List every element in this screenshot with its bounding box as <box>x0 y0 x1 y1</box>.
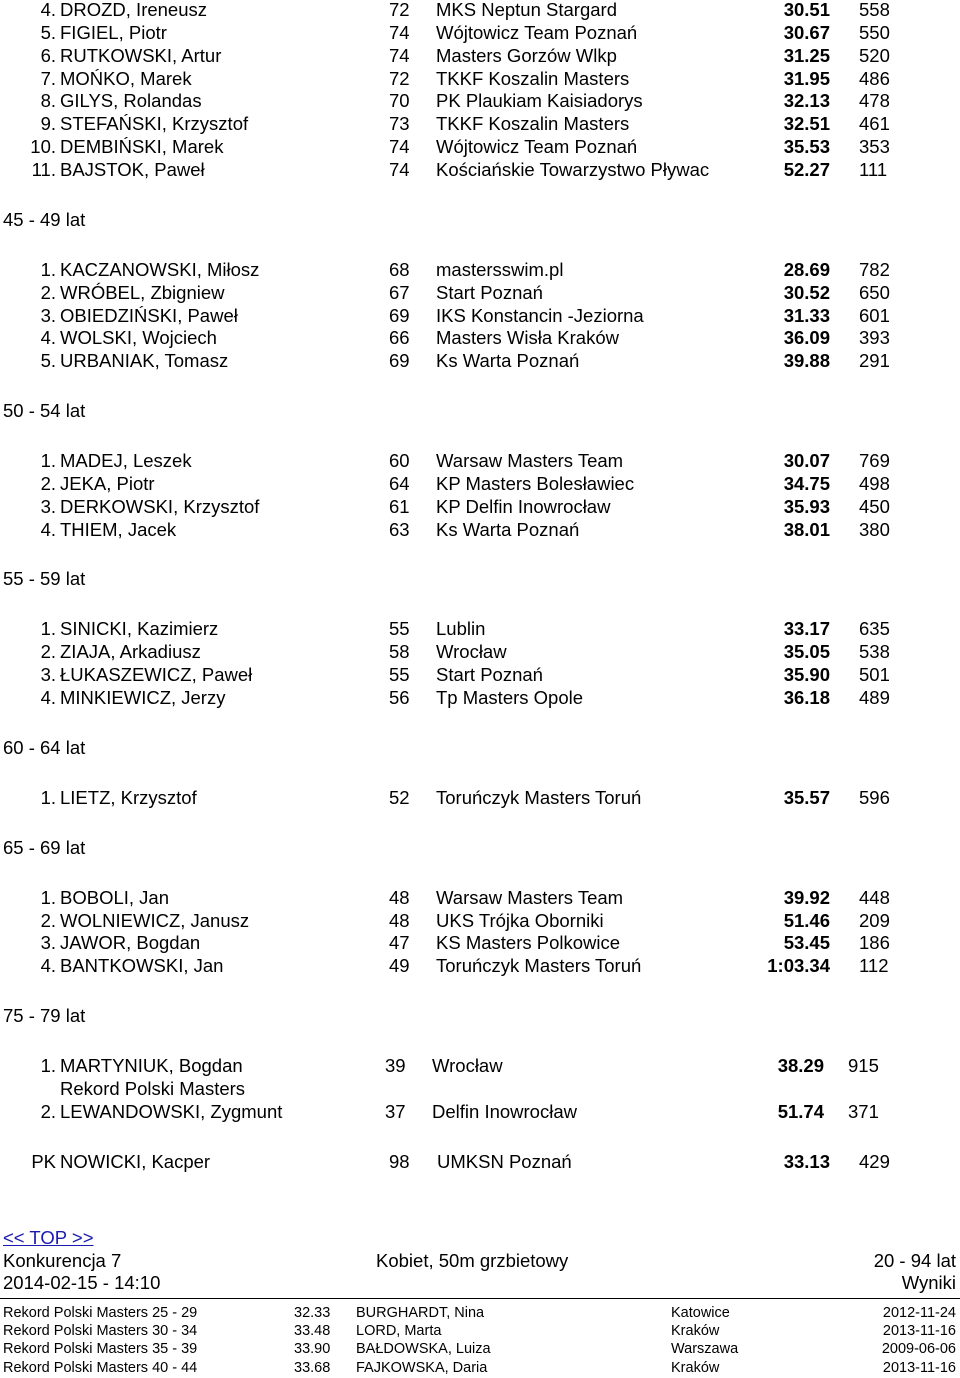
record-date: 2012-11-24 <box>882 1305 956 1321</box>
swimmer-name: LIETZ, Krzysztof <box>60 786 197 808</box>
place-label: 10. <box>30 136 56 158</box>
time-main: 31. <box>783 44 810 66</box>
place-label: 4. <box>40 0 56 20</box>
place-label: 11. <box>31 158 56 180</box>
result-row <box>0 663 960 686</box>
age-group-heading: 75 - 79 lat <box>3 1005 86 1027</box>
points-value: 291 <box>859 350 890 372</box>
club-name: Masters Wisła Kraków <box>436 327 619 349</box>
result-row <box>0 886 960 909</box>
record-holder: BURGHARDT, Nina <box>356 1305 485 1321</box>
birth-year: 60 <box>389 450 410 472</box>
place-label: 1. <box>40 618 56 640</box>
points-value: 353 <box>859 136 890 158</box>
club-name: Toruńczyk Masters Toruń <box>436 955 642 977</box>
birth-year: 52 <box>389 786 410 808</box>
time-main: 38. <box>777 1055 804 1077</box>
time-fraction: 13 <box>809 1150 830 1172</box>
swimmer-name: RUTKOWSKI, Artur <box>60 44 222 66</box>
birth-year: 66 <box>389 327 410 349</box>
time-fraction: 18 <box>809 687 830 708</box>
result-row <box>0 495 960 518</box>
points-value: 461 <box>859 113 890 135</box>
time-fraction: 92 <box>809 886 830 908</box>
time-main: 53. <box>783 932 810 954</box>
time-value <box>784 909 830 932</box>
points-value: 450 <box>859 495 890 517</box>
club-name: TKKF Koszalin Masters <box>436 67 630 89</box>
swimmer-name: STEFAŃSKI, Krzysztof <box>60 113 249 135</box>
time-value <box>784 786 830 809</box>
birth-year: 48 <box>389 886 410 908</box>
result-row <box>0 931 960 954</box>
club-name: Kościańskie Towarzystwo Pływac <box>436 158 710 180</box>
place-label: 6. <box>40 44 56 66</box>
time-value <box>778 1054 824 1077</box>
time-value <box>784 518 830 541</box>
birth-year: 98 <box>389 1150 410 1172</box>
time-main: 38. <box>783 518 810 540</box>
swimmer-name: DROZD, Ireneusz <box>60 0 208 20</box>
time-main: 35. <box>783 641 810 663</box>
club-name: Masters Gorzów Wlkp <box>436 44 617 66</box>
place-label: 1. <box>40 1055 56 1077</box>
club-name: MKS Neptun Stargard <box>436 0 617 20</box>
time-main: 32. <box>783 90 810 112</box>
place-label: 1. <box>40 258 56 280</box>
birth-year: 55 <box>389 618 410 640</box>
time-fraction: 46 <box>809 909 830 931</box>
club-name: Tp Masters Opole <box>436 687 584 708</box>
points-value: 478 <box>859 90 890 112</box>
time-fraction: 74 <box>803 1100 824 1122</box>
points-value: 769 <box>859 450 890 472</box>
divider <box>0 1298 960 1299</box>
time-fraction: 01 <box>809 518 830 540</box>
result-row <box>0 304 960 327</box>
swimmer-name: ŁUKASZEWICZ, Paweł <box>60 664 253 686</box>
record-label: Rekord Polski Masters 25 - 29 <box>3 1305 198 1321</box>
swimmer-name: JAWOR, Bogdan <box>60 932 201 954</box>
club-name: Lublin <box>436 618 486 640</box>
time-main: 28. <box>783 258 810 280</box>
time-value <box>778 1100 824 1123</box>
time-main: 35. <box>783 495 810 517</box>
record-city: Katowice <box>671 1305 730 1321</box>
time-fraction: 33 <box>809 304 830 326</box>
points-value: 393 <box>859 327 890 349</box>
time-value <box>784 44 830 67</box>
record-holder: LORD, Marta <box>356 1323 442 1340</box>
event-number: Konkurencja 7 <box>3 1250 122 1271</box>
birth-year: 47 <box>389 932 410 954</box>
time-fraction: 93 <box>809 495 830 517</box>
time-value <box>784 258 830 281</box>
club-name: Wrocław <box>432 1055 503 1077</box>
result-row <box>0 472 960 495</box>
place-label: 5. <box>40 350 56 372</box>
time-fraction: 90 <box>809 664 830 686</box>
swimmer-name: URBANIAK, Tomasz <box>60 350 229 372</box>
time-fraction: 34 <box>809 955 830 977</box>
result-row <box>0 954 960 977</box>
place-label: 4. <box>40 518 56 540</box>
points-value: 111 <box>859 158 888 180</box>
record-date: 2009-06-06 <box>881 1341 956 1358</box>
time-value <box>784 640 830 663</box>
place-label: 3. <box>40 664 56 686</box>
time-main: 51. <box>783 909 810 931</box>
club-name: Warsaw Masters Team <box>436 886 624 908</box>
result-row <box>0 326 960 349</box>
time-main: 1:03. <box>767 955 810 977</box>
club-name: KS Masters Polkowice <box>436 932 621 954</box>
place-label: 2. <box>40 472 56 494</box>
time-main: 39. <box>783 350 810 372</box>
time-value <box>784 326 830 349</box>
birth-year: 49 <box>389 955 410 977</box>
time-value <box>784 158 830 181</box>
swimmer-name: BOBOLI, Jan <box>60 886 169 908</box>
time-fraction: 51 <box>809 0 830 20</box>
points-value: 371 <box>848 1100 879 1122</box>
birth-year: 56 <box>389 687 410 708</box>
time-value <box>784 495 830 518</box>
time-fraction: 51 <box>809 113 830 135</box>
points-value: 635 <box>859 618 890 640</box>
points-value: 501 <box>859 664 890 686</box>
birth-year: 73 <box>389 113 410 135</box>
points-value: 558 <box>859 0 890 20</box>
club-name: IKS Konstancin -Jeziorna <box>436 304 644 326</box>
swimmer-name: MOŃKO, Marek <box>60 67 192 89</box>
time-fraction: 13 <box>809 90 830 112</box>
swimmer-name: GILYS, Rolandas <box>60 90 202 112</box>
swimmer-name: MADEJ, Leszek <box>60 450 192 472</box>
time-main: 33. <box>783 1150 810 1172</box>
time-value <box>784 0 830 21</box>
points-value: 380 <box>859 518 890 540</box>
time-value <box>784 349 830 372</box>
swimmer-name: MARTYNIUK, Bogdan <box>60 1055 243 1077</box>
time-value <box>784 281 830 304</box>
place-label: 9. <box>40 113 56 135</box>
time-main: 39. <box>783 886 810 908</box>
points-value: 538 <box>859 641 890 663</box>
place-label: 5. <box>40 21 56 43</box>
time-value <box>784 449 830 472</box>
time-fraction: 25 <box>809 44 830 66</box>
result-row <box>0 786 960 809</box>
time-main: 30. <box>783 21 810 43</box>
points-value: 915 <box>848 1055 879 1077</box>
swimmer-name: KACZANOWSKI, Miłosz <box>60 258 260 280</box>
time-main: 36. <box>783 327 810 349</box>
points-value: 448 <box>859 886 890 908</box>
club-name: Start Poznań <box>436 664 543 686</box>
time-fraction: 95 <box>809 67 830 89</box>
time-main: 33. <box>783 618 810 640</box>
place-label: 3. <box>40 932 56 954</box>
time-fraction: 27 <box>809 158 830 180</box>
result-row <box>0 909 960 932</box>
time-fraction: 52 <box>809 281 830 303</box>
record-note: Rekord Polski Masters <box>60 1077 246 1099</box>
place-label: 1. <box>40 450 56 472</box>
result-row <box>0 135 960 158</box>
points-value: 498 <box>859 472 890 494</box>
time-fraction: 57 <box>809 786 830 808</box>
birth-year: 74 <box>389 44 410 66</box>
club-name: Wójtowicz Team Poznań <box>436 136 638 158</box>
time-fraction: 17 <box>809 618 830 640</box>
birth-year: 74 <box>389 136 410 158</box>
club-name: Wrocław <box>436 641 507 663</box>
birth-year: 58 <box>389 641 410 663</box>
birth-year: 39 <box>385 1055 406 1077</box>
points-value: 209 <box>859 909 890 931</box>
club-name: PK Plaukiam Kaisiadorys <box>436 90 643 112</box>
result-row <box>0 640 960 663</box>
record-date: 2013-11-16 <box>882 1359 956 1376</box>
result-row <box>0 1054 960 1077</box>
time-main: 30. <box>783 0 810 20</box>
time-value <box>784 89 830 112</box>
time-fraction: 75 <box>809 472 830 494</box>
swimmer-name: THIEM, Jacek <box>60 518 177 540</box>
place-label: PK <box>31 1150 56 1172</box>
birth-year: 67 <box>389 281 410 303</box>
points-value: 489 <box>859 687 890 708</box>
birth-year: 69 <box>389 350 410 372</box>
swimmer-name: BAJSTOK, Paweł <box>60 158 205 180</box>
club-name: Ks Warta Poznań <box>436 518 580 540</box>
time-fraction: 69 <box>809 258 830 280</box>
swimmer-name: ZIAJA, Arkadiusz <box>60 641 201 663</box>
time-main: 35. <box>783 786 810 808</box>
place-label: 2. <box>40 281 56 303</box>
record-row <box>0 1304 960 1322</box>
swimmer-name: WRÓBEL, Zbigniew <box>60 281 225 303</box>
result-row <box>0 44 960 67</box>
swimmer-name: BANTKOWSKI, Jan <box>60 955 224 977</box>
result-row <box>0 686 960 709</box>
place-label: 3. <box>40 304 56 326</box>
record-date: 2013-11-16 <box>882 1323 956 1340</box>
points-value: 782 <box>859 258 890 280</box>
club-name: UMKSN Poznań <box>437 1150 572 1172</box>
club-name: Wójtowicz Team Poznań <box>436 21 638 43</box>
record-holder: FAJKOWSKA, Daria <box>356 1359 488 1376</box>
time-value <box>784 686 830 709</box>
record-city: Kraków <box>671 1323 720 1340</box>
record-label: Rekord Polski Masters 30 - 34 <box>3 1323 198 1340</box>
time-fraction: 53 <box>809 136 830 158</box>
record-time: 33.68 <box>294 1359 331 1376</box>
place-label: 2. <box>40 1100 56 1122</box>
record-label: Rekord Polski Masters 35 - 39 <box>3 1341 198 1358</box>
time-main: 52. <box>783 158 810 180</box>
swimmer-name: LEWANDOWSKI, Zygmunt <box>60 1100 283 1122</box>
time-fraction: 09 <box>809 327 830 349</box>
club-name: Delfin Inowrocław <box>432 1100 577 1122</box>
result-row <box>0 281 960 304</box>
time-value <box>784 886 830 909</box>
time-main: 31. <box>783 67 810 89</box>
result-row <box>0 1100 960 1123</box>
record-label: Rekord Polski Masters 40 - 44 <box>3 1359 198 1376</box>
event-datetime: 2014-02-15 - 14:10 <box>3 1272 161 1293</box>
place-label: 3. <box>40 495 56 517</box>
record-time: 33.90 <box>294 1341 331 1358</box>
birth-year: 72 <box>389 67 410 89</box>
record-time: 33.48 <box>294 1323 331 1340</box>
time-fraction: 88 <box>809 350 830 372</box>
time-main: 34. <box>783 472 810 494</box>
time-value <box>784 135 830 158</box>
time-value <box>784 617 830 640</box>
time-main: 32. <box>783 113 810 135</box>
swimmer-name: MINKIEWICZ, Jerzy <box>60 687 226 708</box>
club-name: Warsaw Masters Team <box>436 450 624 472</box>
club-name: Ks Warta Poznań <box>436 350 580 372</box>
time-value <box>784 67 830 90</box>
record-time: 32.33 <box>294 1305 331 1321</box>
birth-year: 72 <box>389 0 410 20</box>
time-fraction: 05 <box>809 641 830 663</box>
time-value <box>784 304 830 327</box>
swimmer-name: JEKA, Piotr <box>60 472 155 494</box>
time-value <box>784 472 830 495</box>
age-group-heading: 65 - 69 lat <box>3 836 86 858</box>
points-value: 520 <box>859 44 890 66</box>
result-row <box>0 158 960 181</box>
time-fraction: 29 <box>803 1055 824 1077</box>
points-value: 601 <box>859 304 890 326</box>
swimmer-name: FIGIEL, Piotr <box>60 21 167 43</box>
points-value: 112 <box>859 955 889 977</box>
place-label: 8. <box>40 90 56 112</box>
age-group-heading: 45 - 49 lat <box>3 208 86 230</box>
place-label: 7. <box>40 67 56 89</box>
swimmer-name: OBIEDZIŃSKI, Paweł <box>60 304 238 326</box>
time-main: 51. <box>777 1100 804 1122</box>
place-label: 2. <box>40 909 56 931</box>
swimmer-name: WOLNIEWICZ, Janusz <box>60 909 250 931</box>
points-value: 429 <box>859 1150 890 1172</box>
record-row <box>0 1359 960 1377</box>
top-link[interactable]: << TOP >> <box>3 1227 94 1248</box>
place-label: 4. <box>40 327 56 349</box>
club-name: Start Poznań <box>436 281 543 303</box>
swimmer-name: DERKOWSKI, Krzysztof <box>60 495 260 517</box>
result-row <box>0 1150 960 1173</box>
result-row <box>0 67 960 90</box>
age-group-heading: 60 - 64 lat <box>3 736 86 758</box>
time-fraction: 07 <box>809 450 830 472</box>
result-row <box>0 112 960 135</box>
result-row <box>0 258 960 281</box>
birth-year: 61 <box>389 495 410 517</box>
points-value: 650 <box>859 281 890 303</box>
time-fraction: 67 <box>809 21 830 43</box>
place-label: 2. <box>40 641 56 663</box>
swimmer-name: SINICKI, Kazimierz <box>60 618 219 640</box>
result-row <box>0 21 960 44</box>
event-age-range: 20 - 94 lat <box>873 1250 956 1271</box>
time-main: 30. <box>783 450 810 472</box>
record-row <box>0 1340 960 1358</box>
record-city: Warszawa <box>671 1341 739 1358</box>
club-name: Toruńczyk Masters Toruń <box>436 786 642 808</box>
club-name: KP Delfin Inowrocław <box>436 495 611 517</box>
birth-year: 74 <box>389 158 410 180</box>
age-group-heading: 50 - 54 lat <box>3 400 86 422</box>
result-row <box>0 0 960 21</box>
place-label: 1. <box>40 886 56 908</box>
time-value <box>784 1150 830 1173</box>
points-value: 550 <box>859 21 890 43</box>
place-label: 4. <box>40 687 56 708</box>
result-row <box>0 449 960 472</box>
age-group-heading: 55 - 59 lat <box>3 568 86 590</box>
club-name: KP Masters Bolesławiec <box>436 472 635 494</box>
section-label: Wyniki <box>901 1272 956 1293</box>
points-value: 596 <box>859 786 890 808</box>
swimmer-name: DEMBIŃSKI, Marek <box>60 136 224 158</box>
record-holder: BAŁDOWSKA, Luiza <box>356 1341 491 1358</box>
record-row <box>0 1322 960 1340</box>
result-row <box>0 518 960 541</box>
birth-year: 37 <box>385 1100 406 1122</box>
place-label: 1. <box>40 786 56 808</box>
swimmer-name: NOWICKI, Kacper <box>60 1150 211 1172</box>
time-fraction: 45 <box>809 932 830 954</box>
club-name: UKS Trójka Oborniki <box>436 909 604 931</box>
birth-year: 69 <box>389 304 410 326</box>
birth-year: 64 <box>389 472 410 494</box>
time-value <box>784 112 830 135</box>
club-name: mastersswim.pl <box>436 258 564 280</box>
result-row <box>0 89 960 112</box>
points-value: 486 <box>859 67 890 89</box>
result-row <box>0 617 960 640</box>
birth-year: 48 <box>389 909 410 931</box>
birth-year: 74 <box>389 21 410 43</box>
place-label: 4. <box>40 955 56 977</box>
points-value: 186 <box>859 932 890 954</box>
time-value <box>784 663 830 686</box>
birth-year: 55 <box>389 664 410 686</box>
birth-year: 68 <box>389 258 410 280</box>
swimmer-name: WOLSKI, Wojciech <box>60 327 217 349</box>
time-value <box>784 21 830 44</box>
time-value <box>784 931 830 954</box>
birth-year: 63 <box>389 518 410 540</box>
birth-year: 70 <box>389 90 410 112</box>
time-main: 35. <box>783 664 810 686</box>
time-main: 36. <box>783 687 810 708</box>
event-name: Kobiet, 50m grzbietowy <box>376 1250 569 1271</box>
time-main: 35. <box>783 136 810 158</box>
club-name: TKKF Koszalin Masters <box>436 113 630 135</box>
result-row <box>0 349 960 372</box>
time-main: 30. <box>783 281 810 303</box>
time-value <box>767 954 830 977</box>
time-main: 31. <box>783 304 810 326</box>
record-city: Kraków <box>671 1359 720 1376</box>
